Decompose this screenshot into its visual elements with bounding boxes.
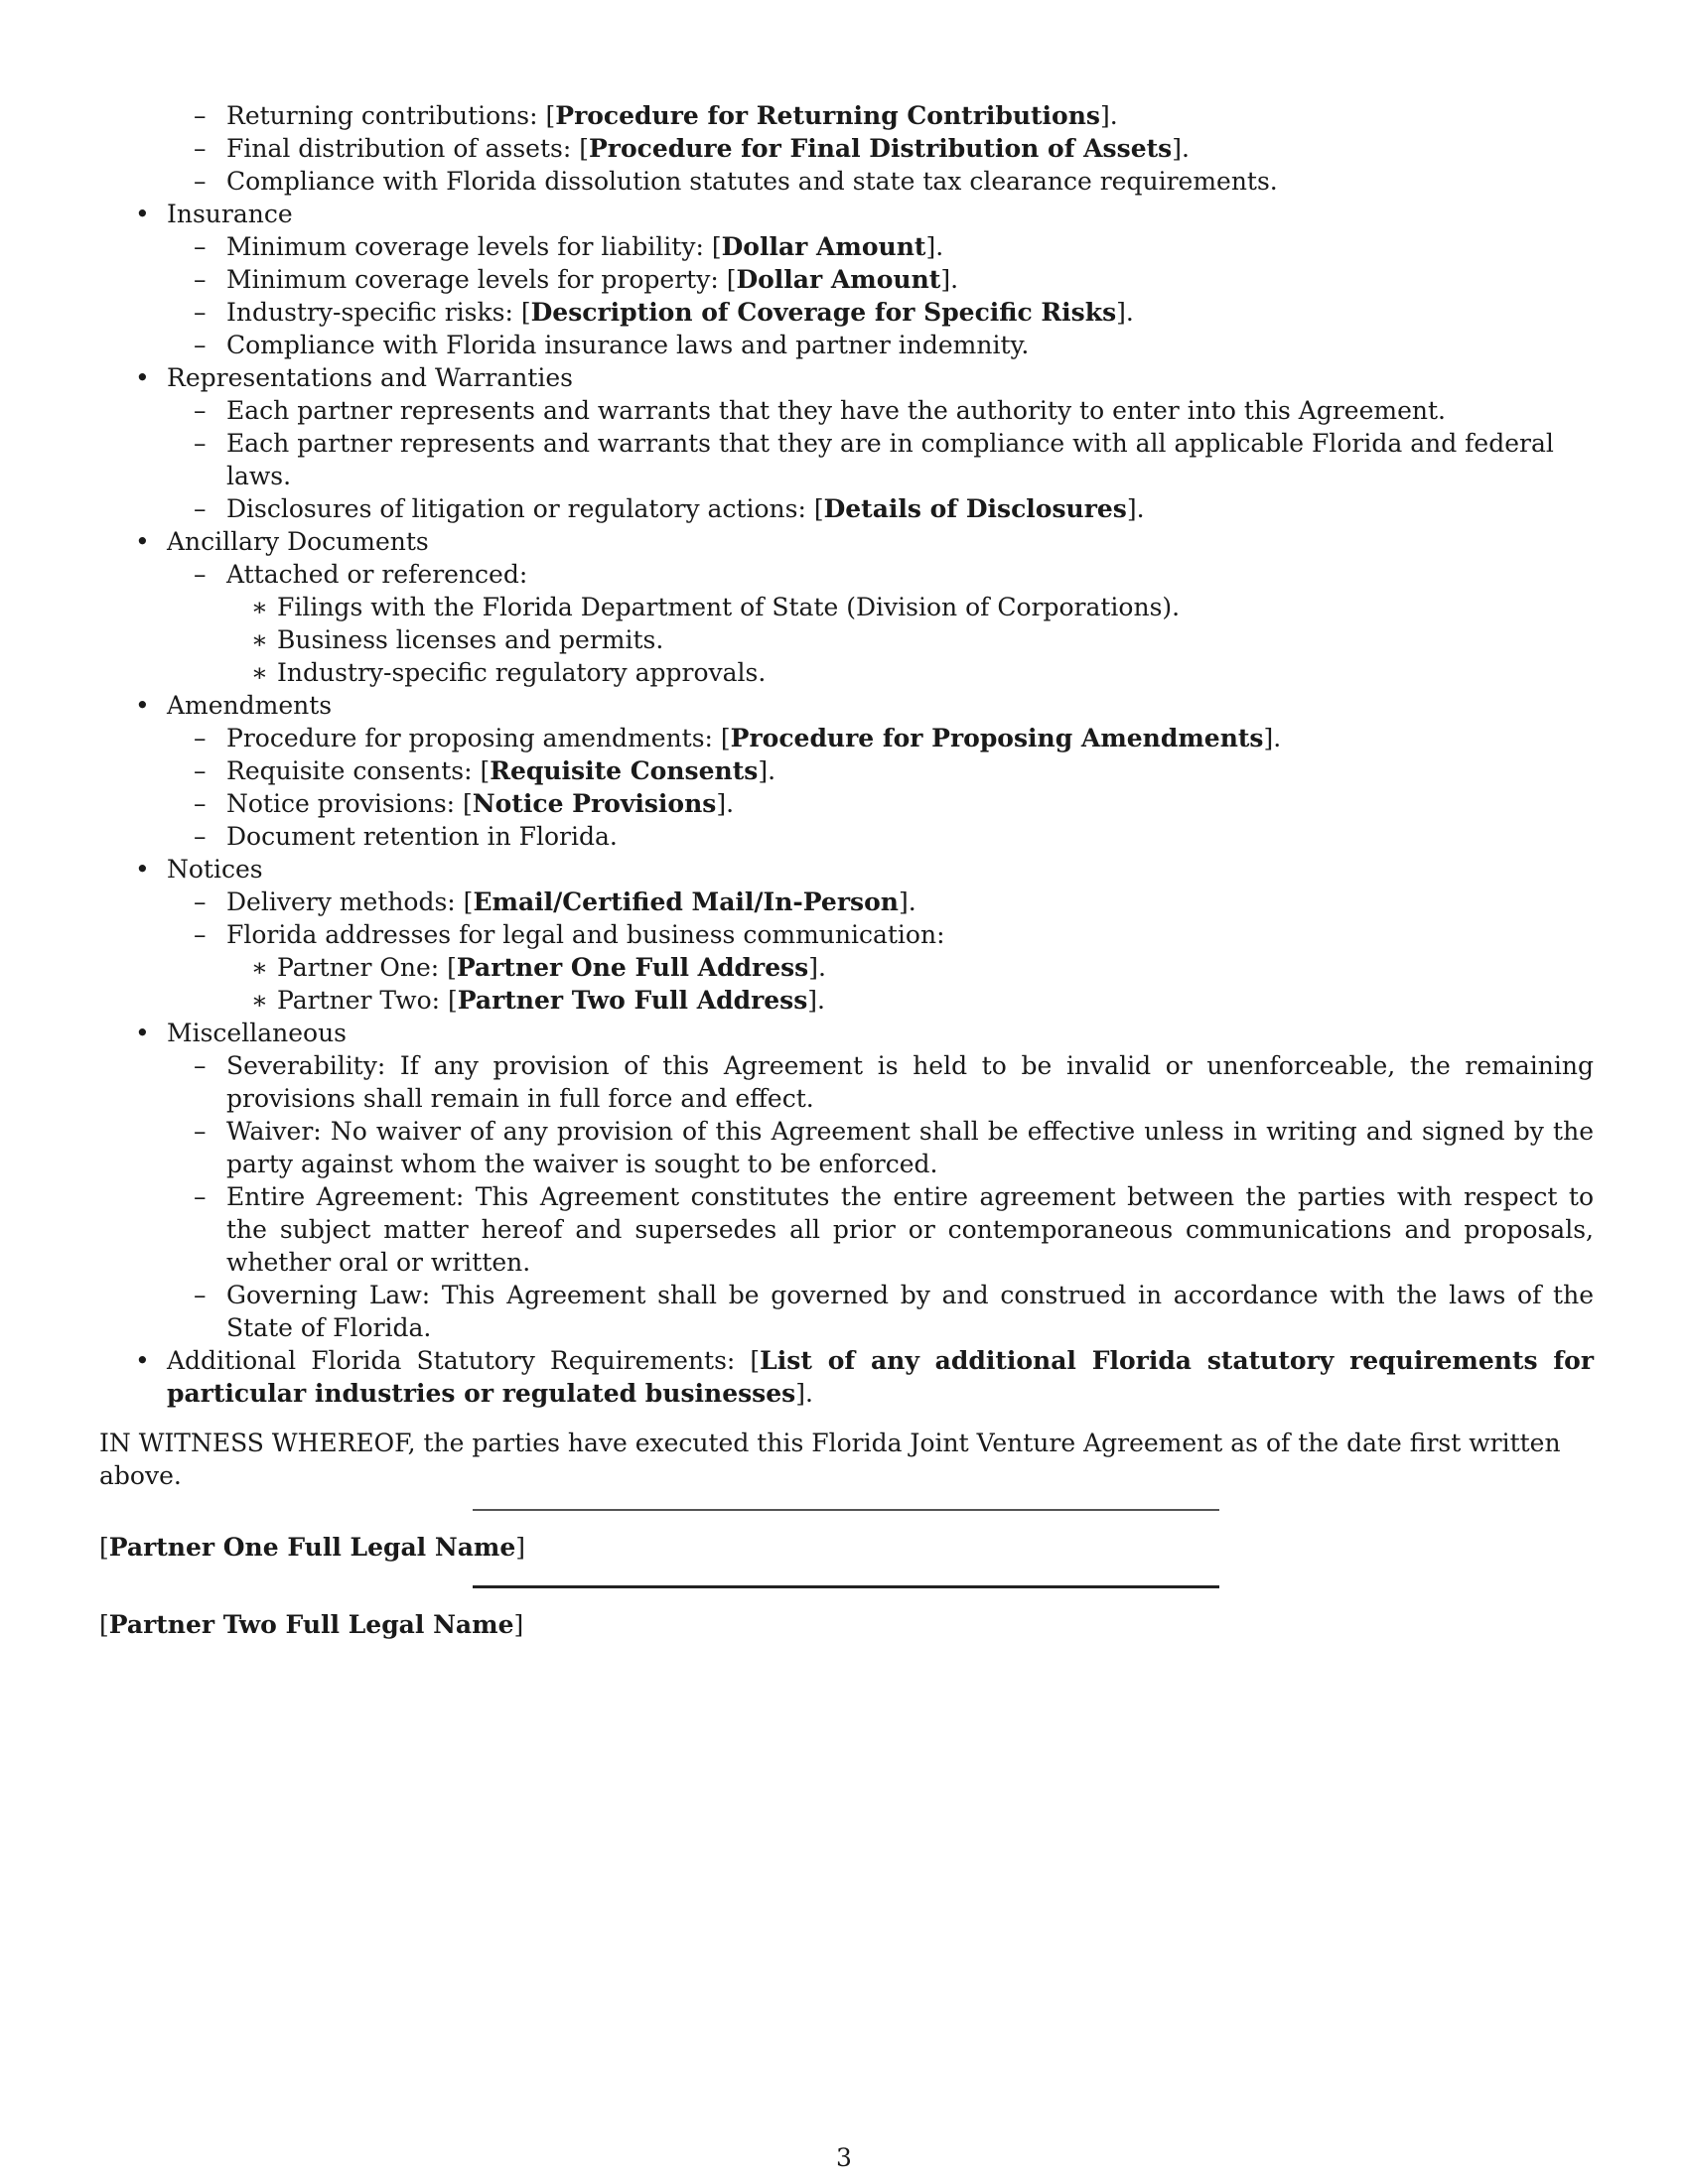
dash-marker: – [194,167,207,196]
bullet-marker: • [135,1346,150,1375]
list-item: – Disclosures of litigation or regulatory actions: [Details of Disclosures]. [194,494,1145,523]
list-item: – Final distribution of assets: [Procedure for Final Distribution of Assets]. [194,134,1190,163]
list-item: ∗ Partner One: [Partner One Full Address]. [251,953,826,982]
section-notices [99,853,1594,1017]
page-number: 3 [836,2143,852,2172]
signature-name: [Partner One Full Legal Name] [99,1533,526,1562]
list-item: – Delivery methods: [Email/Certified Mail/In-Person]. [194,887,916,916]
section-insurance [99,198,1594,361]
section-title: Notices [167,855,263,884]
bullet-marker: • [135,200,150,228]
list-item: – Compliance with Florida insurance laws and partner indemnity. [194,331,1030,359]
section-title: Ancillary Documents [167,527,429,556]
section-title: Insurance [167,200,293,228]
bullet-marker: • [135,527,150,556]
section-miscellaneous [99,1017,1594,1344]
continued-list [99,99,1594,198]
list-item: – Severability: If any provision of this Agreement is held to be invalid or unenforceable, the remaining provisions shall remain in full force and effect. [194,1051,1594,1113]
list-item: – Minimum coverage levels for liability: [Dollar Amount]. [194,232,944,261]
bullet-marker: • [135,855,150,884]
signature-block [99,1509,1594,1641]
dash-marker: – [194,134,207,163]
list-item: – Each partner represents and warrants that they are in compliance with all applicable Florida and federal laws. [194,429,1554,490]
section-amendments [99,689,1594,853]
list-item: – Compliance with Florida dissolution statutes and state tax clearance requirements. [194,167,1278,196]
list-item: – Governing Law: This Agreement shall be governed by and construed in accordance with the laws of the State of Florida. [194,1281,1594,1342]
list-item: – Florida addresses for legal and business communication: ∗ Partner One: [Partner One Full Address]. ∗ Partner Two: [Partner Two Full Address]. [167,918,1594,1017]
list-item: – Procedure for proposing amendments: [Procedure for Proposing Amendments]. [194,724,1282,752]
page-content [99,99,1594,1641]
list-item: – Returning contributions: [Procedure for Returning Contributions]. [194,101,1118,130]
list-item: ∗ Partner Two: [Partner Two Full Address]. [251,986,825,1015]
list-item: ∗ Business licenses and permits. [251,625,664,654]
list-item: – Attached or referenced: ∗ Filings with the Florida Department of State (Division of Corporations). ∗ Business licenses and permits. ∗ Industry-specific regulatory approvals. [167,558,1594,689]
section-title: Amendments [167,691,333,720]
section-title: Miscellaneous [167,1019,347,1047]
witness-clause: IN WITNESS WHEREOF, the parties have executed this Florida Joint Venture Agreement as of the date first written above. [99,1429,1561,1490]
bullet-marker: • [135,363,150,392]
list-item: ∗ Industry-specific regulatory approvals. [251,658,767,687]
list-item: ∗ Filings with the Florida Department of State (Division of Corporations). [251,593,1181,621]
section-representations [99,361,1594,525]
main-list [99,198,1594,1410]
signature-line [473,1585,1219,1588]
bullet-marker: • [135,691,150,720]
bullet-marker: • [135,1019,150,1047]
list-item: – Requisite consents: [Requisite Consents]. [194,756,776,785]
list-item: – Each partner represents and warrants that they have the authority to enter into this Agreement. [194,396,1446,425]
dash-marker: – [194,101,207,130]
section-ancillary [99,525,1594,689]
signature-line [473,1509,1219,1511]
list-item: – Notice provisions: [Notice Provisions]. [194,789,735,818]
list-item: – Industry-specific risks: [Description of Coverage for Specific Risks]. [194,298,1134,327]
list-item: – Minimum coverage levels for property: [Dollar Amount]. [194,265,959,294]
list-item: – Document retention in Florida. [194,822,618,851]
list-item: – Waiver: No waiver of any provision of this Agreement shall be effective unless in writing and signed by the party against whom the waiver is sought to be enforced. [194,1117,1594,1178]
list-item: – Entire Agreement: This Agreement constitutes the entire agreement between the parties with respect to the subject matter hereof and supersedes all prior or contemporaneous communications and proposals, whether oral or written. [194,1182,1594,1277]
section-title: Representations and Warranties [167,363,573,392]
signature-name: [Partner Two Full Legal Name] [99,1610,524,1639]
section-additional-requirements: • Additional Florida Statutory Requirements: [List of any additional Florida statutory requirements for particular industries or regulated businesses]. [135,1346,1594,1408]
